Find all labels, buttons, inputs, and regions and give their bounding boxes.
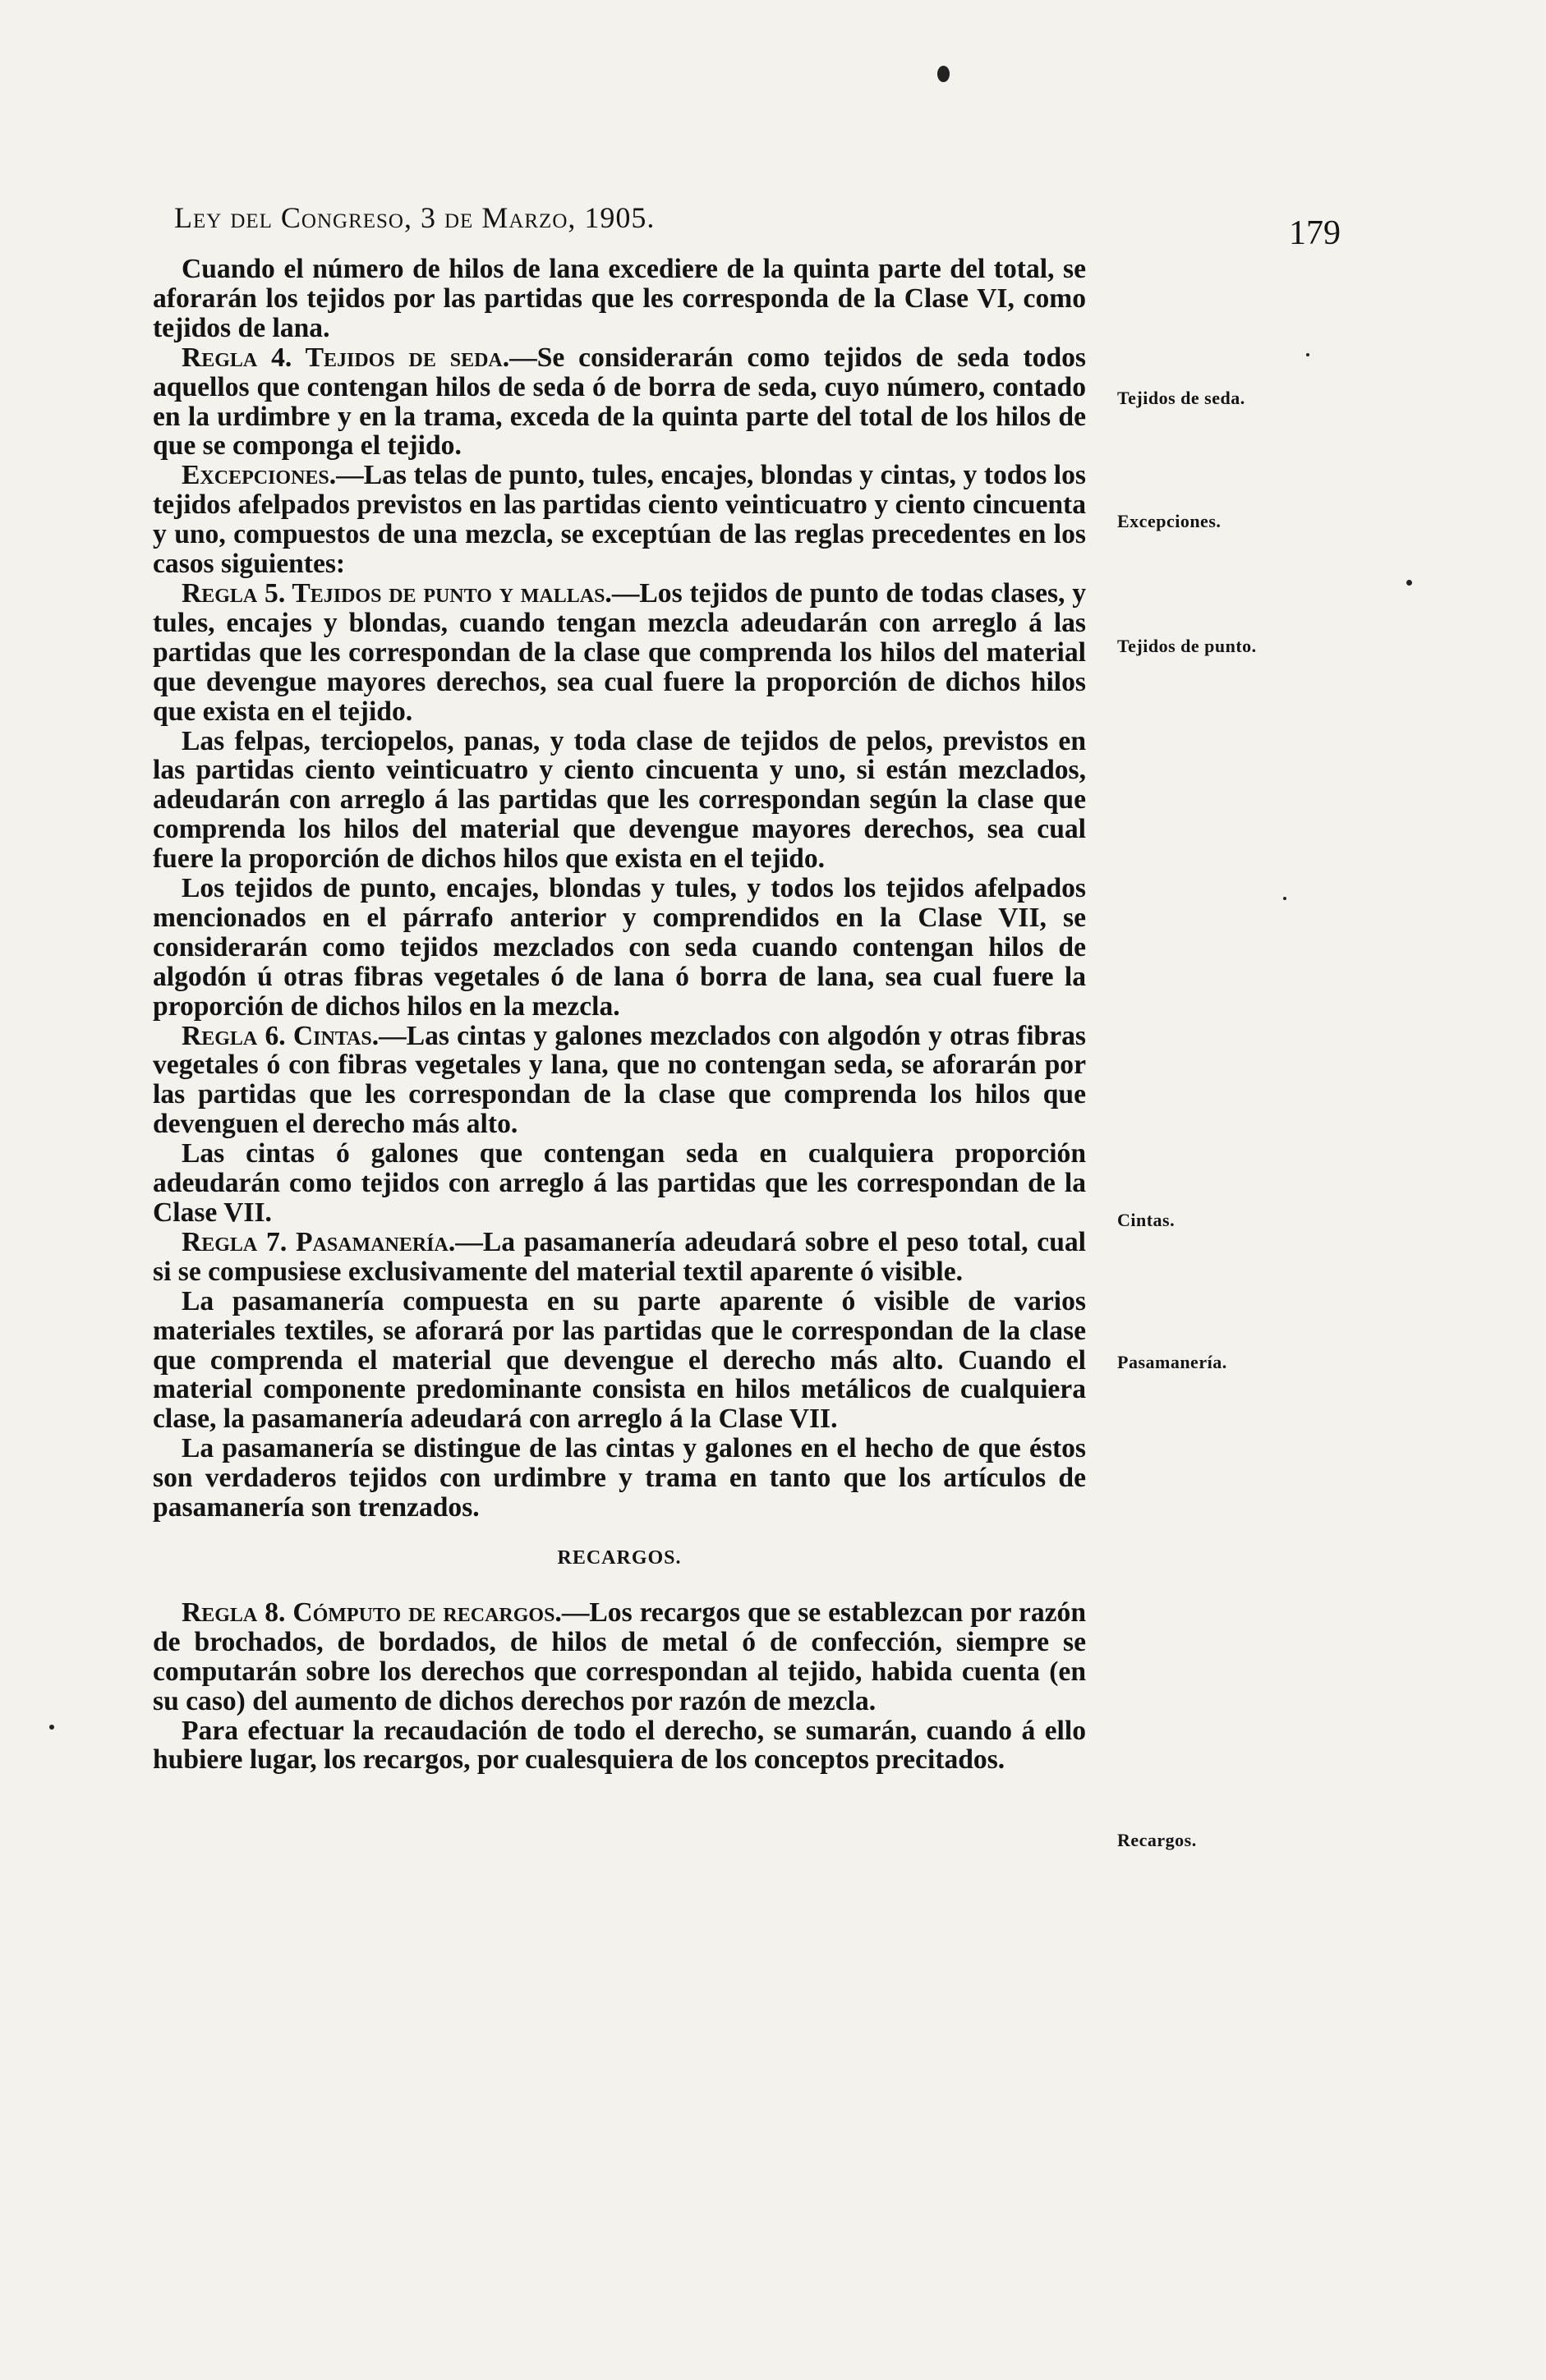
rule-heading: Regla 7. Pasamanería. [182,1226,456,1257]
margin-note-pasamaneria: Pasamanería. [1117,1352,1227,1372]
body-text [153,255,1086,1775]
ink-speck [1283,897,1286,900]
paragraph: Las cintas ó galones que contengan seda en cualquiera proporción adeudarán como tejidos con arreglo á las partidas que les correspondan de la Clase VII. [153,1138,1086,1228]
paragraph: Las felpas, terciopelos, panas, y toda clase de tejidos de pelos, previstos en las partidas ciento veinticuatro y ciento cincuenta y uno, si están mezclados, adeudarán con arreglo á las partidas que les correspondan según la clase que comprenda los hilos del material que devengue mayores derechos, sea cual fuere la proporción de dichos hilos que exista en el tejido. [153,725,1086,875]
margin-note-excepciones: Excepciones. [1117,511,1222,531]
page-header [174,189,1341,255]
margin-note-tejidos-de-seda: Tejidos de seda. [1117,388,1245,408]
ink-speck [1406,580,1412,586]
paragraph: Excepciones.—Las telas de punto, tules, encajes, blondas y cintas, y todos los tejidos afelpados previstos en las partidas ciento veinticuatro y ciento cincuenta y uno, compuestos de una mezcla, se exceptúan de las reglas precedentes en los casos siguientes: [153,460,1086,580]
paragraph: Regla 7. Pasamanería.—La pasamanería adeudará sobre el peso total, cual si se compusiese exclusivamente del material textil aparente ó visible. [153,1226,1086,1287]
page-number: 179 [1289,214,1341,252]
rule-heading: Regla 6. Cintas. [182,1020,380,1051]
paragraph: Los tejidos de punto, encajes, blondas y tules, y todos los tejidos afelpados mencionados en el párrafo anterior y comprendidos en la Clase VII, se considerarán como tejidos mezclados con seda cuando contengan hilos de algodón ú otras fibras vegetales ó de lana ó borra de lana, sea cual fuere la proporción de dichos hilos en la mezcla. [153,873,1086,1022]
ink-speck [1306,353,1309,356]
paragraph: Regla 4. Tejidos de seda.—Se considerarán como tejidos de seda todos aquellos que contengan hilos de seda ó de borra de seda, cuyo número, contado en la urdimbre y en la trama, exceda de la quinta parte del total de los hilos de que se componga el tejido. [153,342,1086,462]
rule-heading: Regla 5. Tejidos de punto y mallas. [182,577,612,609]
rule-heading: Regla 4. Tejidos de seda. [182,342,510,373]
rule-heading: Excepciones. [182,460,337,491]
paragraph: Regla 6. Cintas.—Las cintas y galones mezclados con algodón y otras fibras vegetales ó con fibras vegetales y lana, que no contengan seda, se aforarán por las partidas que les correspondan de la clase que comprenda los hilos que devenguen el derecho más alto. [153,1020,1086,1140]
paragraph: La pasamanería compuesta en su parte aparente ó visible de varios materiales textiles, se aforará por las partidas que le correspondan de la clase que comprenda el material que devengue el derecho más alto. Cuando el material componente predominante consista en hilos metálicos de cualquiera clase, la pasamanería adeudará con arreglo á la Clase VII. [153,1285,1086,1435]
margin-note-cintas: Cintas. [1117,1210,1176,1230]
margin-note-recargos: Recargos. [1117,1830,1197,1850]
ink-speck [49,1725,54,1730]
margin-note-tejidos-de-punto: Tejidos de punto. [1117,636,1257,656]
ink-speck [937,66,950,82]
paragraph: Regla 8. Cómputo de recargos.—Los recargos que se establezcan por razón de brochados, de bordados, de hilos de metal ó de confección, siempre se computarán sobre los derechos que correspondan al tejido, habida cuenta (en su caso) del aumento de dichos derechos por razón de mezcla. [153,1597,1086,1716]
paragraph: Para efectuar la recaudación de todo el derecho, se sumarán, cuando á ello hubiere lugar, los recargos, por cualesquiera de los conceptos precitados. [153,1715,1086,1776]
paragraph: La pasamanería se distingue de las cintas y galones en el hecho de que éstos son verdaderos tejidos con urdimbre y trama en tanto que los artículos de pasamanería son trenzados. [153,1433,1086,1523]
paragraph: Regla 5. Tejidos de punto y mallas.—Los tejidos de punto de todas clases, y tules, encajes y blondas, cuando tengan mezcla adeudarán con arreglo á las partidas que les correspondan de la clase que comprenda los hilos del material que devengue mayores derechos, sea cual fuere la proporción de dichos hilos que exista en el tejido. [153,577,1086,727]
paragraph: Cuando el número de hilos de lana excediere de la quinta parte del total, se aforarán los tejidos por las partidas que les corresponda de la Clase VI, como tejidos de lana. [153,254,1086,343]
section-heading: RECARGOS. [557,1546,682,1569]
running-head: Ley del Congreso, 3 de Marzo, 1905. [174,201,656,234]
rule-heading: Regla 8. Cómputo de recargos. [182,1597,562,1628]
